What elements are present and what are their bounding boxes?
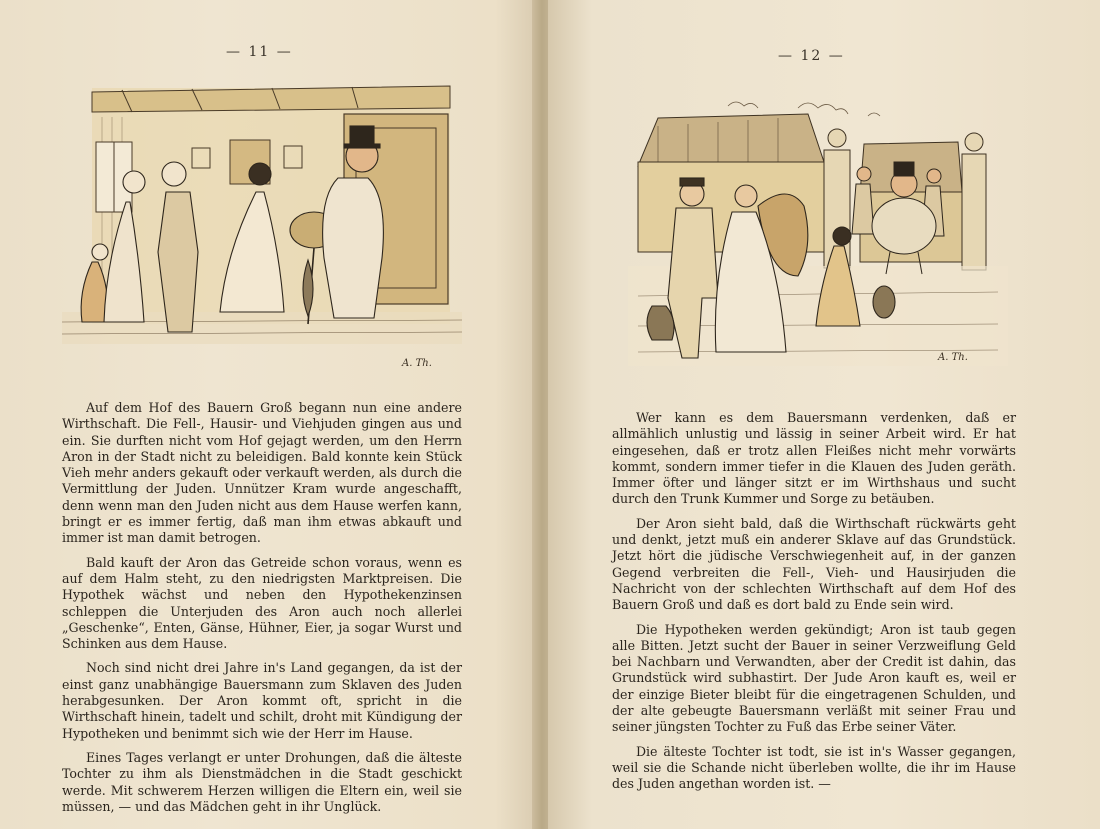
illustration-signature-left: A. Th. [402, 358, 432, 369]
paragraph: Bald kauft der Aron das Getreide schon voraus, wenn es auf dem Halm steht, zu den niedrigsten Marktpreisen. Die Hypothek wächst und neben den Hypothekenzinsen schleppen die Unterjuden des Aron auch noch allerlei „Geschenke“, Enten, Gänse, Hühner, Eier, ja sogar Wurst und Schinken aus dem Hause. [62, 554, 462, 652]
paragraph: Der Aron sieht bald, daß die Wirthschaft rückwärts geht und denkt, jetzt muß ein anderer Sklave auf das Grundstück. Jetzt hört die jüdische Verschwiegenheit auf, in der ganzen Gegend verbreiten die Fell-, Vieh- und Hausirjuden die Nachricht von der schlechten Wirthschaft auf dem Hof des Bauern Groß und daß es dort bald zu Ende sein wird. [612, 515, 1016, 613]
illustration-farm-departure [628, 96, 1008, 388]
page-number-left: — 11 — [226, 44, 293, 60]
paragraph: Die älteste Tochter ist todt, sie ist in's Wasser gegangen, weil sie die Schande nicht überleben wollte, die ihr im Hause des Juden angethan worden ist. — [612, 743, 1016, 792]
paragraph: Die Hypotheken werden gekündigt; Aron ist taub gegen alle Bitten. Jetzt sucht der Bauer in seiner Verzweiflung Geld bei Nachbarn und Verwandten, aber der Credit ist dahin, das Grundstück wird subhastirt. Der Jude Aron kauft es, weil er der einzige Bieter bleibt für die eingetragenen Schulden, und der alte gebeugte Bauersmann verläßt mit seiner Frau und seiner jüngsten Tochter zu Fuß das Erbe seiner Väter. [612, 621, 1016, 735]
page-number-right: — 12 — [778, 48, 845, 64]
paragraph: Eines Tages verlangt er unter Drohungen, daß die älteste Tochter zu ihm als Dienstmädchen in die Stadt geschickt werde. Mit schwerem Herzen willigen die Eltern ein, weil sie müssen, — und das Mädchen geht in ihr Unglück. [62, 749, 462, 814]
paragraph: Auf dem Hof des Bauern Groß begann nun eine andere Wirthschaft. Die Fell-, Hausir- und Viehjuden gingen aus und ein. Sie durften nicht vom Hof gejagt werden, um den Herrn Aron in der Stadt nicht zu beleidigen. Bald konnte kein Stück Vieh mehr anders gekauft oder verkauft werden, als durch die Vermittlung der Juden. Unnützer Kram wurde angeschafft, denn wenn man den Juden nicht aus dem Hause werfen kann, bringt er es immer fertig, daß man ihm etwas abkauft und immer ist man damit betrogen. [62, 400, 462, 546]
left-page [0, 0, 538, 829]
right-page [548, 0, 1100, 829]
illustration-signature-right: A. Th. [938, 352, 968, 363]
illustration-interior-scene [62, 82, 462, 370]
left-page-text [62, 400, 462, 823]
paragraph: Wer kann es dem Bauersmann verdenken, daß er allmählich unlustig und lässig in seiner Arbeit wird. Er hat eingesehen, daß er trotz allen Fleißes nicht mehr vorwärts kommt, sondern immer tiefer in die Klauen des Juden geräth. Immer öfter und länger sitzt er im Wirthshaus und sucht durch den Trunk Kummer und Sorge zu betäuben. [612, 410, 1016, 507]
right-page-text [612, 410, 1016, 801]
engraving-farmhouse-room [62, 82, 462, 370]
paragraph: Noch sind nicht drei Jahre in's Land gegangen, da ist der einst ganz unabhängige Bauersmann zum Sklaven des Juden herabgesunken. Der Aron kommt oft, spricht in die Wirthschaft hinein, tadelt und schilt, droht mit Kündigung der Hypotheken und benimmt sich wie der Herr im Hause. [62, 660, 462, 741]
engraving-family-leaving-farm [628, 96, 1008, 388]
